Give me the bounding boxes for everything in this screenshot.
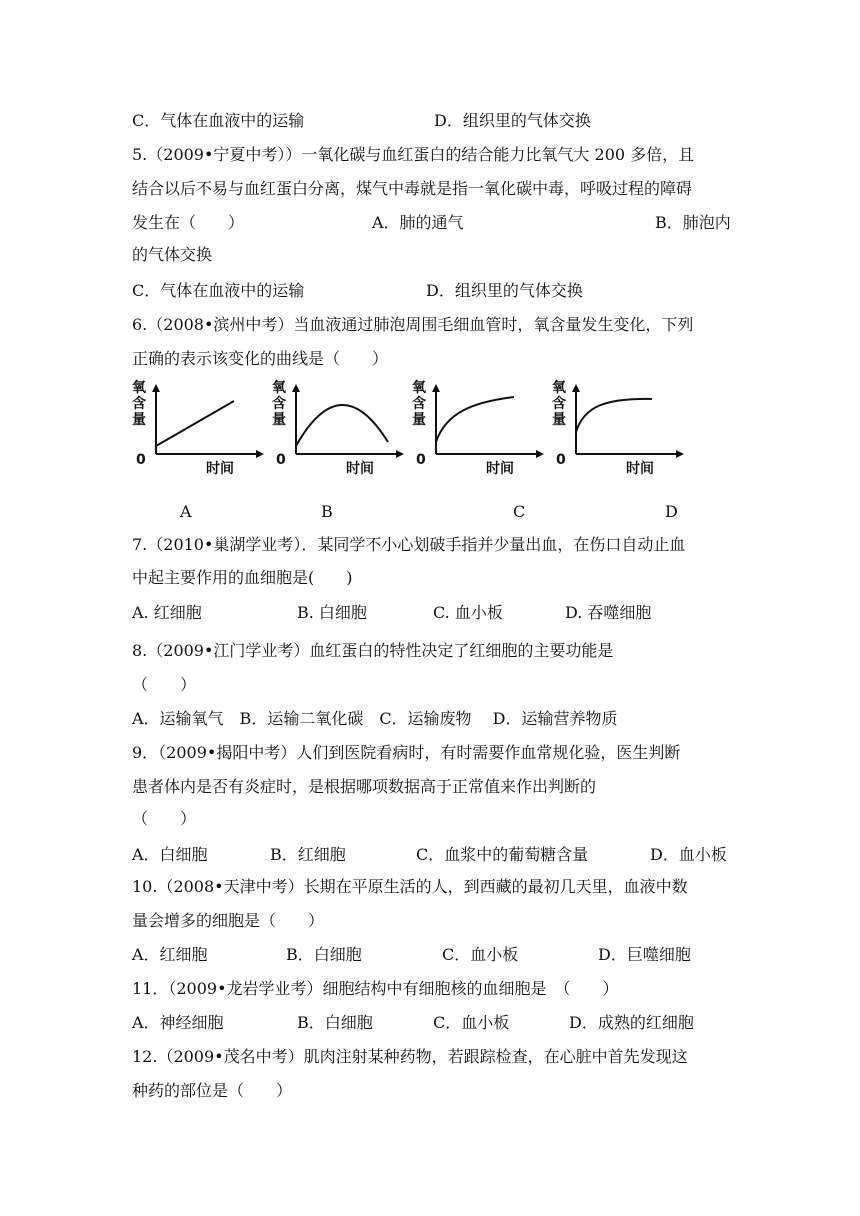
q9-option-a: A．白细胞 xyxy=(132,845,208,864)
q8-stem-line2: （ ） xyxy=(132,675,197,694)
q10-option-c: C．血小板 xyxy=(442,945,519,964)
graph-b-origin: 0 xyxy=(276,452,286,468)
q7-option-d: D. 吞噬细胞 xyxy=(565,603,652,622)
q5-option-c: C．气体在血液中的运输 xyxy=(132,281,305,300)
q11-option-c: C．血小板 xyxy=(433,1013,510,1032)
q11-option-b: B．白细胞 xyxy=(297,1013,373,1032)
graph-label-a: A xyxy=(180,502,192,521)
graph-label-d: D xyxy=(665,502,678,521)
q5-stem-line2: 结合以后不易与血红蛋白分离，煤气中毒就是指一氧化碳中毒，呼吸过程的障碍 xyxy=(132,179,693,198)
q9-option-b: B．红细胞 xyxy=(270,845,346,864)
graph-d xyxy=(546,376,686,484)
q8-stem-line1: 8.（2009•江门学业考）血红蛋白的特性决定了红细胞的主要功能是 xyxy=(132,641,614,660)
graph-d-y-label: 氧含量 xyxy=(552,380,566,428)
graph-label-c: C xyxy=(513,502,526,521)
q9-stem-line2: 患者体内是否有炎症时，是根据哪项数据高于正常值来作出判断的 xyxy=(132,777,597,796)
graph-c-x-label: 时间 xyxy=(486,461,514,477)
q5-option-a: A．肺的通气 xyxy=(372,213,464,232)
q5-stem-line3: 发生在（ ） xyxy=(132,213,245,232)
graph-a-y-label: 氧含量 xyxy=(132,380,146,428)
q4-option-d: D．组织里的气体交换 xyxy=(434,111,591,130)
graph-b xyxy=(266,376,406,484)
graph-d-x-label: 时间 xyxy=(626,461,654,477)
graph-a-origin: 0 xyxy=(136,452,146,468)
q7-stem-line2: 中起主要作用的血细胞是( ) xyxy=(132,568,353,587)
q5-option-b-cont: 的气体交换 xyxy=(132,245,213,264)
q10-stem-line1: 10.（2008•天津中考）长期在平原生活的人，到西藏的最初几天里，血液中数 xyxy=(132,877,688,896)
q5-option-d: D．组织里的气体交换 xyxy=(426,281,583,300)
q5-stem-line1: 5.（2009•宁夏中考））一氧化碳与血红蛋白的结合能力比氧气大 200 多倍，且 xyxy=(132,145,695,164)
q7-option-b: B. 白细胞 xyxy=(297,603,367,622)
q11-option-d: D．成熟的红细胞 xyxy=(569,1013,694,1032)
q10-option-b: B．白细胞 xyxy=(286,945,362,964)
graph-c xyxy=(406,376,546,484)
q12-stem-line2: 种药的部位是（ ） xyxy=(132,1081,293,1100)
q10-option-d: D．巨噬细胞 xyxy=(598,945,691,964)
graph-a xyxy=(126,376,266,484)
q6-stem-line2: 正确的表示该变化的曲线是（ ） xyxy=(132,349,389,368)
q10-option-a: A．红细胞 xyxy=(132,945,208,964)
q7-option-c: C. 血小板 xyxy=(433,603,503,622)
q4-option-c: C．气体在血液中的运输 xyxy=(132,111,305,130)
q11-stem-line1: 11．（2009•龙岩学业考）细胞结构中有细胞核的血细胞是 （ ） xyxy=(132,979,619,998)
q7-stem-line1: 7.（2010•巢湖学业考）．某同学不小心划破手指并少量出血，在伤口自动止血 xyxy=(132,535,686,554)
q6-graphs xyxy=(120,376,720,516)
graph-b-y-label: 氧含量 xyxy=(272,380,286,428)
graph-c-y-label: 氧含量 xyxy=(412,380,426,428)
q11-option-a: A．神经细胞 xyxy=(132,1013,224,1032)
graph-b-x-label: 时间 xyxy=(346,461,374,477)
q5-option-b: B．肺泡内 xyxy=(655,213,731,232)
q9-stem-line3: （ ） xyxy=(132,809,197,828)
graph-a-x-label: 时间 xyxy=(206,461,234,477)
graph-c-origin: 0 xyxy=(416,452,426,468)
q8-options: A．运输氧气 B．运输二氧化碳 C．运输废物 D．运输营养物质 xyxy=(132,709,618,728)
graph-d-origin: 0 xyxy=(556,452,566,468)
q9-stem-line1: 9．（2009•揭阳中考）人们到医院看病时，有时需要作血常规化验，医生判断 xyxy=(132,743,681,762)
q9-option-d: D．血小板 xyxy=(650,845,727,864)
q7-option-a: A. 红细胞 xyxy=(132,603,202,622)
graph-label-b: B xyxy=(321,502,333,521)
q10-stem-line2: 量会增多的细胞是（ ） xyxy=(132,911,325,930)
q6-stem-line1: 6.（2008•滨州中考）当血液通过肺泡周围毛细血管时，氧含量发生变化，下列 xyxy=(132,315,694,334)
q9-option-c: C．血浆中的葡萄糖含量 xyxy=(416,845,589,864)
q12-stem-line1: 12.（2009•茂名中考）肌肉注射某种药物，若跟踪检查，在心脏中首先发现这 xyxy=(132,1047,688,1066)
